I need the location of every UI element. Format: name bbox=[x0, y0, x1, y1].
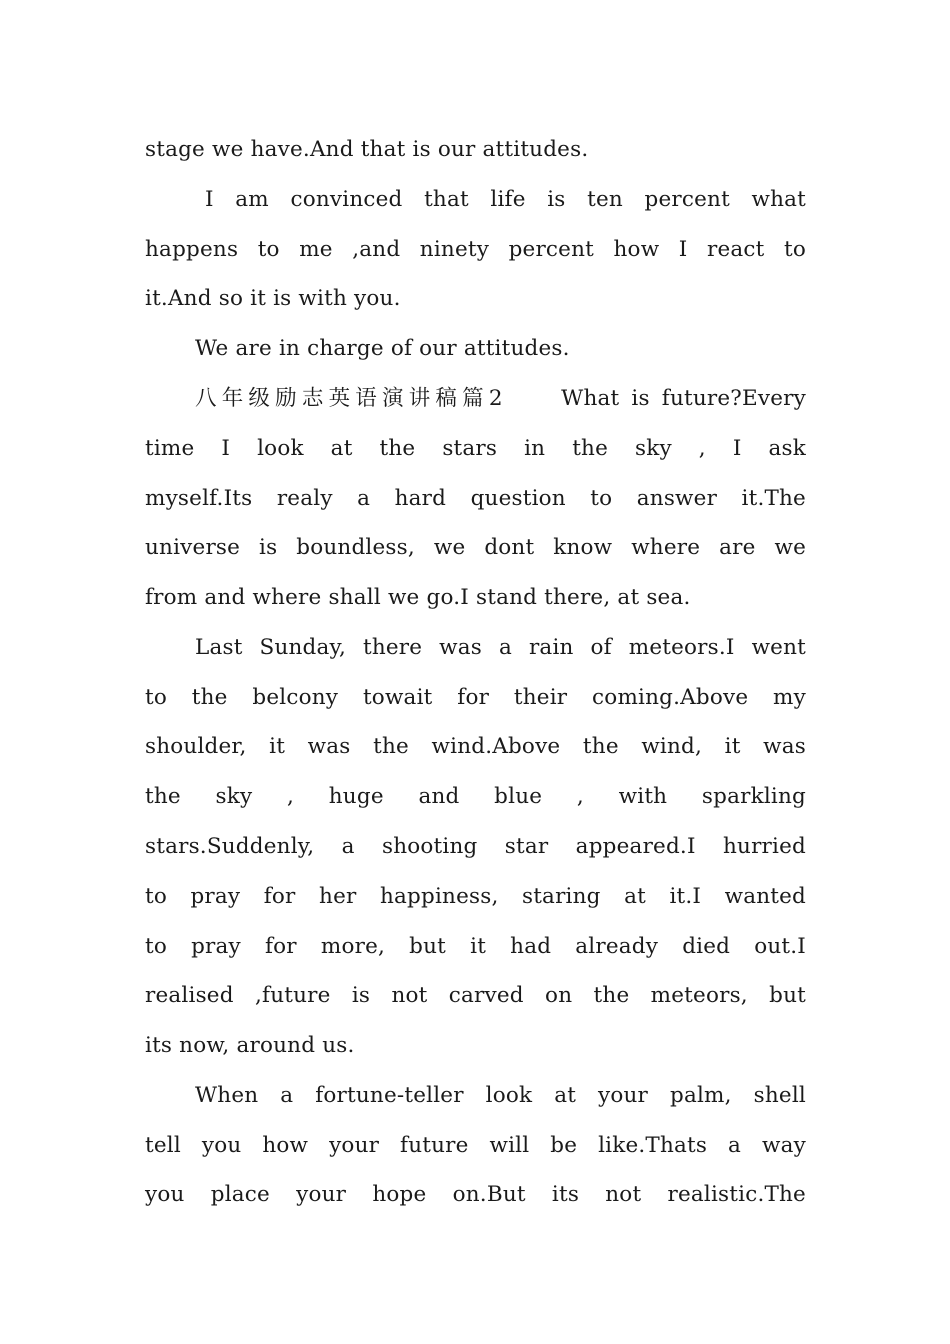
text-line: I am convinced that life is ten percent what bbox=[205, 187, 806, 212]
text-line: to pray for more, but it had already died out.I bbox=[145, 934, 806, 959]
text-line: realised ,future is not carved on the meteors, but bbox=[145, 983, 806, 1008]
text-line: Last Sunday, there was a rain of meteors.I went bbox=[195, 635, 806, 660]
text-line: stage we have.And that is our attitudes. bbox=[145, 137, 589, 162]
text-line: universe is boundless, we dont know where are we bbox=[145, 535, 806, 560]
text-line: When a fortune-teller look at your palm, shell bbox=[195, 1083, 806, 1108]
text-line: shoulder, it was the wind.Above the wind, it was bbox=[145, 734, 806, 759]
text-line: tell you how your future will be like.Thats a way bbox=[145, 1133, 806, 1158]
text-line: 八年级励志英语演讲稿篇2 What is future?Every bbox=[195, 386, 806, 411]
text-line: from and where shall we go.I stand there, at sea. bbox=[145, 585, 691, 610]
text-line: time I look at the stars in the sky , I ask bbox=[145, 436, 806, 461]
text-line: it.And so it is with you. bbox=[145, 286, 401, 311]
text-line: the sky , huge and blue , with sparkling bbox=[145, 784, 806, 809]
text-line: you place your hope on.But its not realistic.The bbox=[145, 1182, 806, 1207]
text-line: its now, around us. bbox=[145, 1033, 355, 1058]
text-line: to the belcony towait for their coming.Above my bbox=[145, 685, 806, 710]
text-line: stars.Suddenly, a shooting star appeared.I hurried bbox=[145, 834, 806, 859]
text-line: to pray for her happiness, staring at it.I wanted bbox=[145, 884, 806, 909]
text-line: We are in charge of our attitudes. bbox=[195, 336, 570, 361]
text-line: happens to me ,and ninety percent how I react to bbox=[145, 237, 806, 262]
text-line: myself.Its realy a hard question to answer it.The bbox=[145, 486, 806, 511]
